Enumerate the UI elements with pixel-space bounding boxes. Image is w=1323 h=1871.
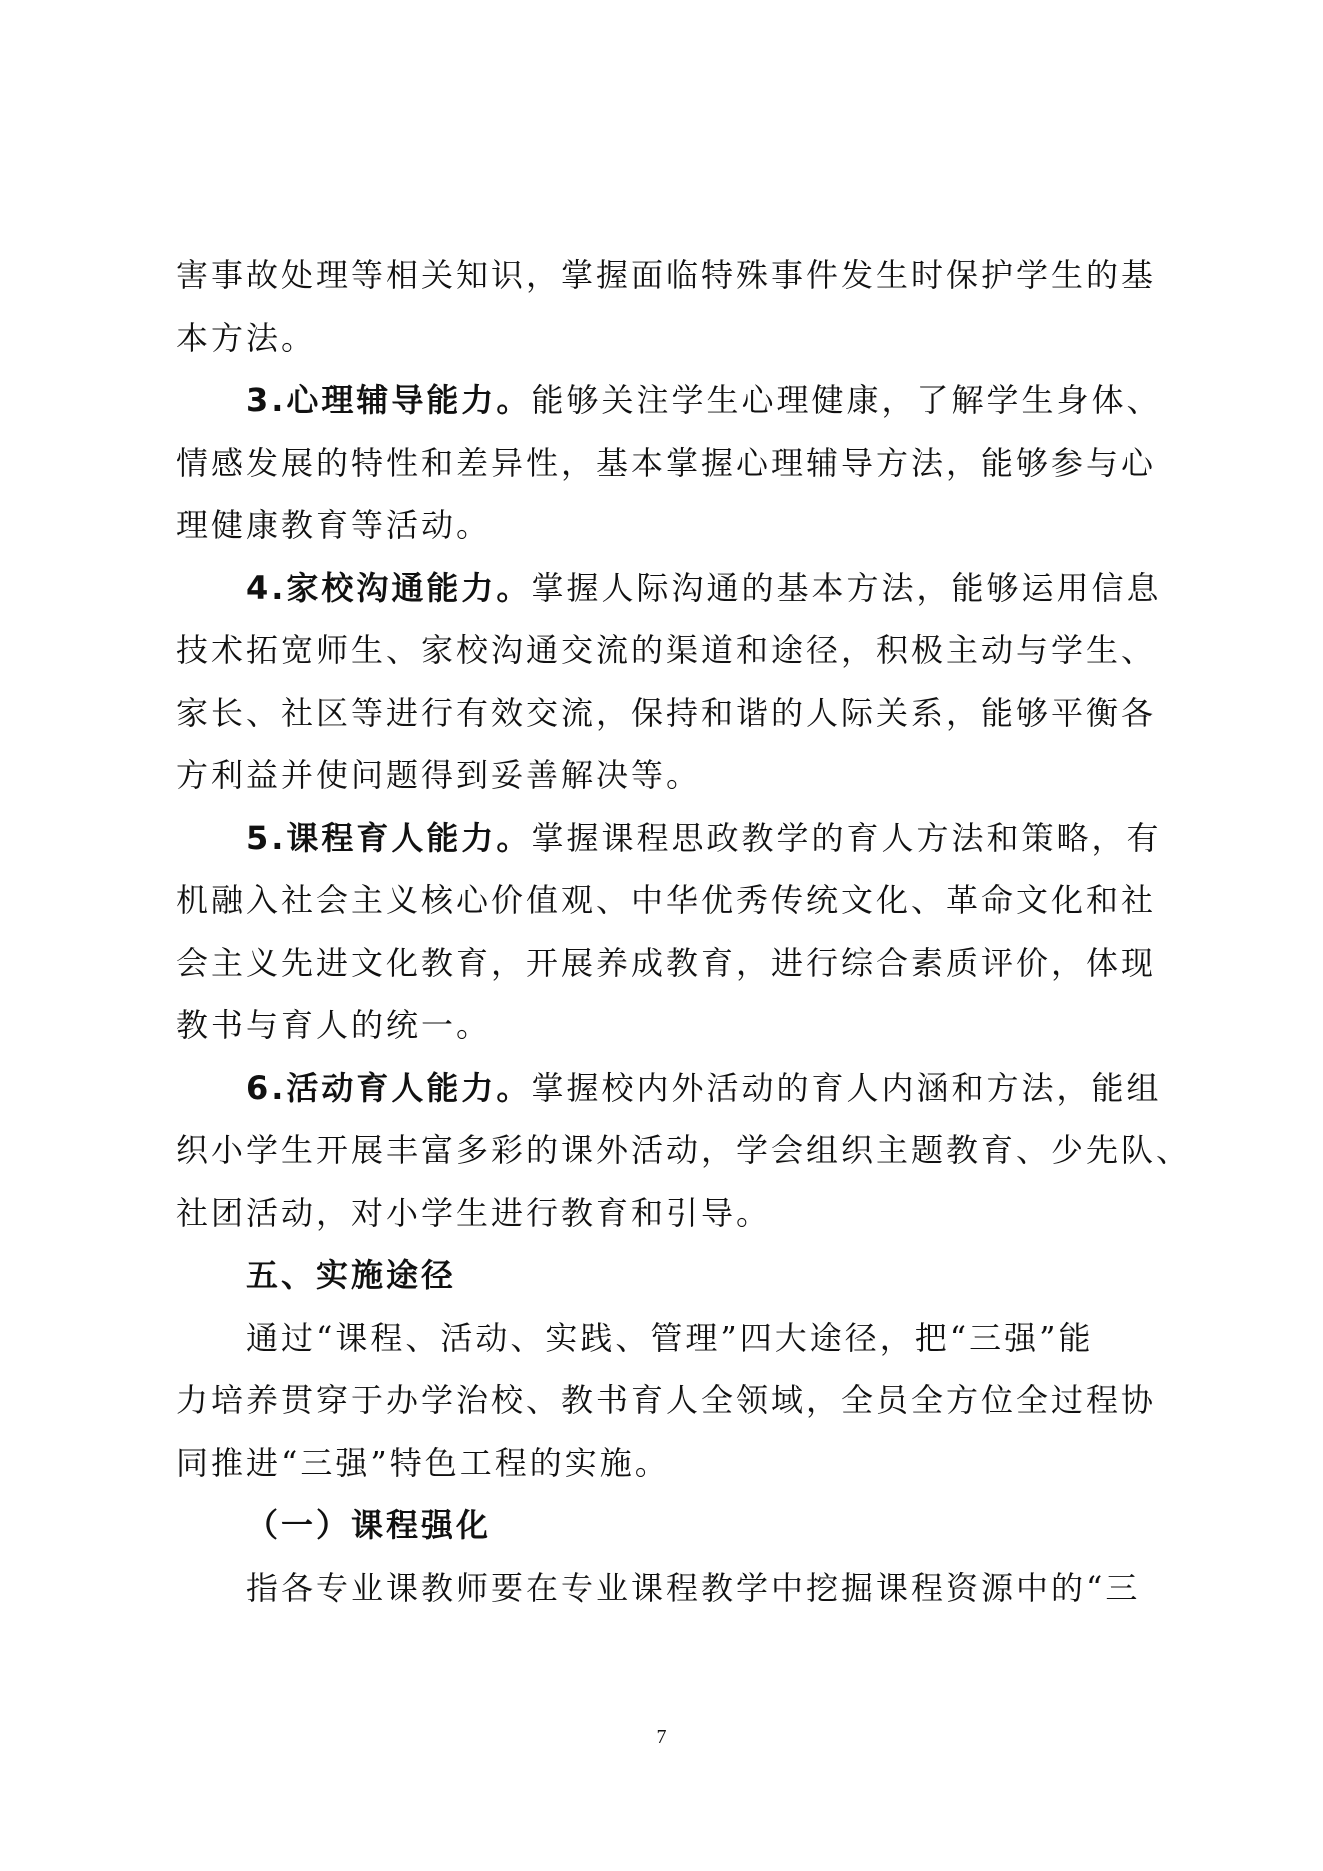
text-line: 本方法。 [176,318,317,357]
item-text: 掌握人际沟通的基本方法，能够运用信息 [531,568,1162,607]
text-line: 方利益并使问题得到妥善解决等。 [176,756,702,794]
paragraph-curriculum-education [176,807,1166,870]
body-text [176,244,1192,1619]
text-line: 同推进“三强”特色工程的实施。 [176,1443,670,1482]
subsection-heading: （一）课程强化 [246,1506,492,1544]
text-line: 理健康教育等活动。 [176,506,492,544]
text-line: 织小学生开展丰富多彩的课外活动，学会组织主题教育、少先队、 [176,1131,1192,1169]
paragraph-psychological-counseling [176,369,1166,432]
text-line: 指各专业课教师要在专业课程教学中挖掘课程资源中的“三 [246,1568,1141,1607]
item-text: 掌握校内外活动的育人内涵和方法，能组 [531,1068,1162,1107]
text-line: 技术拓宽师生、家校沟通交流的渠道和途径，积极主动与学生、 [176,631,1157,669]
section-heading: 五、实施途径 [246,1256,457,1294]
item-title: 3.心理辅导能力。 [246,381,532,419]
text-line: 社团活动，对小学生进行教育和引导。 [176,1193,772,1232]
text-line: 通过“课程、活动、实践、管理”四大途径，把“三强”能 [246,1318,1094,1357]
text-line: 情感发展的特性和差异性，基本掌握心理辅导方法，能够参与心 [176,443,1157,482]
item-title: 5.课程育人能力。 [246,818,532,857]
text-line: 会主义先进文化教育，开展养成教育，进行综合素质评价，体现 [176,943,1157,982]
item-text: 能够关注学生心理健康，了解学生身体、 [531,381,1162,419]
paragraph-home-school-communication [176,557,1166,620]
item-title: 6.活动育人能力。 [246,1068,532,1107]
page-number: 7 [656,1726,667,1748]
text-line: 害事故处理等相关知识，掌握面临特殊事件发生时保护学生的基 [176,256,1157,294]
text-line: 家长、社区等进行有效交流，保持和谐的人际关系，能够平衡各 [176,693,1157,732]
item-text: 掌握课程思政教学的育人方法和策略，有 [531,818,1162,857]
text-line: 力培养贯穿于办学治校、教书育人全领域，全员全方位全过程协 [176,1381,1157,1419]
text-line: 教书与育人的统一。 [176,1006,492,1044]
text-line: 机融入社会主义核心价值观、中华优秀传统文化、革命文化和社 [176,881,1157,919]
item-title: 4.家校沟通能力。 [246,568,532,607]
paragraph-activity-education [176,1057,1166,1120]
